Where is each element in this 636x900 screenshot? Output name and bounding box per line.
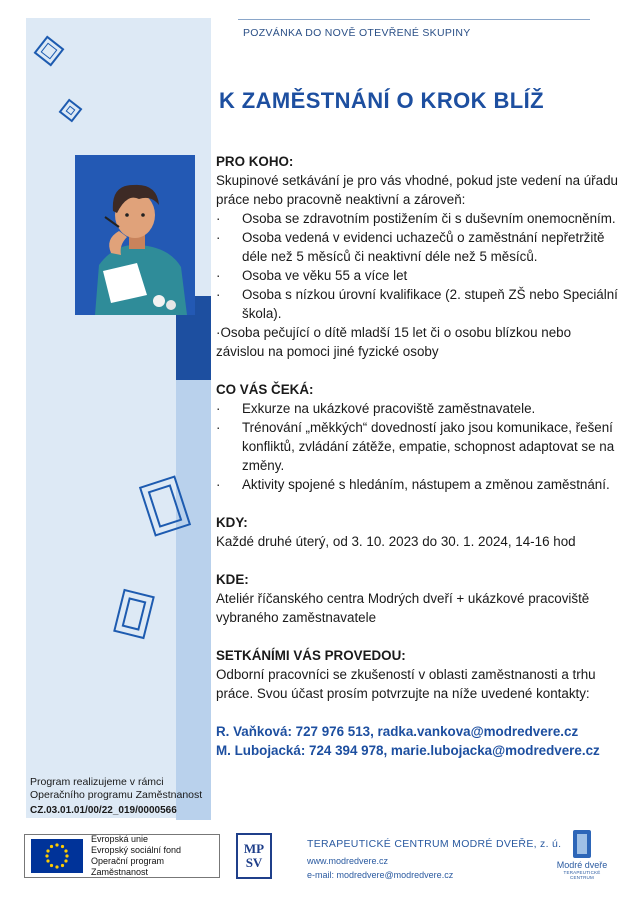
list-item: ·Osoba pečující o dítě mladší 15 let či o osobu blízkou nebo závislou na pomoci jiné fyzické osoby [216,325,572,359]
section-heading: KDE: [216,572,249,587]
eu-line: Evropská unie [91,834,149,844]
organization-web[interactable]: www.modredvere.cz [307,856,389,866]
list-item: · Trénování „měkkých“ dovedností jako jsou komunikace, řešení konfliktů, zvládání zátěže, empatie, schopnost adaptovat se na změny. [216,418,621,475]
section-heading: SETKÁNÍMI VÁS PROVEDOU: [216,648,406,663]
list-item-text: Osoba vedená v evidenci uchazečů o zaměstnání nepřetržitě déle než 5 měsíců či neaktivní déle než 5 měsíců. [242,230,605,264]
contacts [216,722,621,760]
main-content [216,152,621,760]
thinking-person-illustration [75,155,195,315]
section-where [216,570,621,627]
list-item-text: Aktivity spojené s hledáním, nástupem a změnou zaměstnání. [242,477,610,492]
program-note: Program realizujeme v rámci Operačního programu Zaměstnanost [30,776,203,801]
contact-vankova[interactable]: R. Vaňková: 727 976 513, radka.vankova@modredvere.cz [216,724,579,739]
list-item-text: Trénování „měkkých“ dovedností jako jsou komunikace, řešení konfliktů, zvládání zátěže, empatie, schopnost adaptovat se na změny. [242,420,615,473]
list-item: · Osoba vedená v evidenci uchazečů o zaměstnání nepřetržitě déle než 5 měsíců či neaktivní déle než 5 měsíců. [216,228,621,266]
section-heading: PRO KOHO: [216,154,294,169]
logo-name: Modré dveře [556,860,608,870]
eu-flag-icon [31,839,83,873]
location-text: Ateliér říčanského centra Modrých dveří + ukázkové pracoviště vybraného zaměstnavatele [216,591,590,625]
list-item: · Osoba se zdravotním postižením či s duševním onemocněním. [216,211,616,226]
list-item-text: Osoba se zdravotním postižením či s duševním onemocněním. [242,211,616,226]
contact-lubojacka[interactable]: M. Lubojacká: 724 394 978, marie.lubojacka@modredvere.cz [216,743,600,758]
section-heading: CO VÁS ČEKÁ: [216,382,314,397]
modre-dvere-logo [552,830,612,886]
eu-logo [24,834,220,878]
program-code: CZ.03.01.01/00/22_019/0000566 [30,805,177,816]
decorative-strip [176,380,211,820]
list-item: · Osoba s nízkou úrovní kvalifikace (2. stupeň ZŠ nebo Speciální škola). [216,285,621,323]
mpsv-logo [236,833,272,879]
mpsv-logo-top: MP [243,841,265,856]
door-icon [573,830,591,858]
page-title: K ZAMĚSTNÁNÍ O KROK BLÍŽ [219,88,544,113]
list-item-text: Osoba s nízkou úrovní kvalifikace (2. stupeň ZŠ nebo Speciální škola). [242,287,618,321]
list-item: · Aktivity spojené s hledáním, nástupem a změnou zaměstnání. [216,477,610,492]
footer [0,826,636,900]
organization-email[interactable]: e-mail: modredvere@modredvere.cz [307,870,454,880]
eu-line: Operační program Zaměstnanost [91,856,165,877]
organization-name: TERAPEUTICKÉ CENTRUM MODRÉ DVEŘE, z. ú. [307,838,562,850]
mpsv-logo-bottom: SV [245,855,263,870]
list-item: · Osoba ve věku 55 a více let [216,268,408,283]
header-divider [238,19,590,20]
logo-subtitle: TERAPEUTICKÉ CENTRUM [563,870,601,880]
invitation-kicker: POZVÁNKA DO NOVĚ OTEVŘENÉ SKUPINY [243,27,471,39]
section-intro: Skupinové setkávání je pro vás vhodné, pokud jste vedení na úřadu práce nebo pracovně neaktivní a zároveň: [216,173,618,207]
list-item-text: Exkurze na ukázkové pracoviště zaměstnavatele. [242,401,536,416]
eu-line: Evropský sociální fond [91,845,182,855]
eu-text [91,834,219,878]
section-what-awaits [216,380,621,494]
section-for-whom [216,152,621,361]
list-item: · Exkurze na ukázkové pracoviště zaměstnavatele. [216,401,536,416]
list-item-text: Osoba ve věku 55 a více let [242,268,408,283]
section-heading: KDY: [216,515,248,530]
schedule-text: Každé druhé úterý, od 3. 10. 2023 do 30. 1. 2024, 14-16 hod [216,534,576,549]
section-guides [216,646,621,703]
guides-text: Odborní pracovníci se zkušeností v oblasti zaměstnanosti a trhu práce. Svou účast prosím potvrzujte na níže uvedené kontakty: [216,667,596,701]
section-when [216,513,621,551]
